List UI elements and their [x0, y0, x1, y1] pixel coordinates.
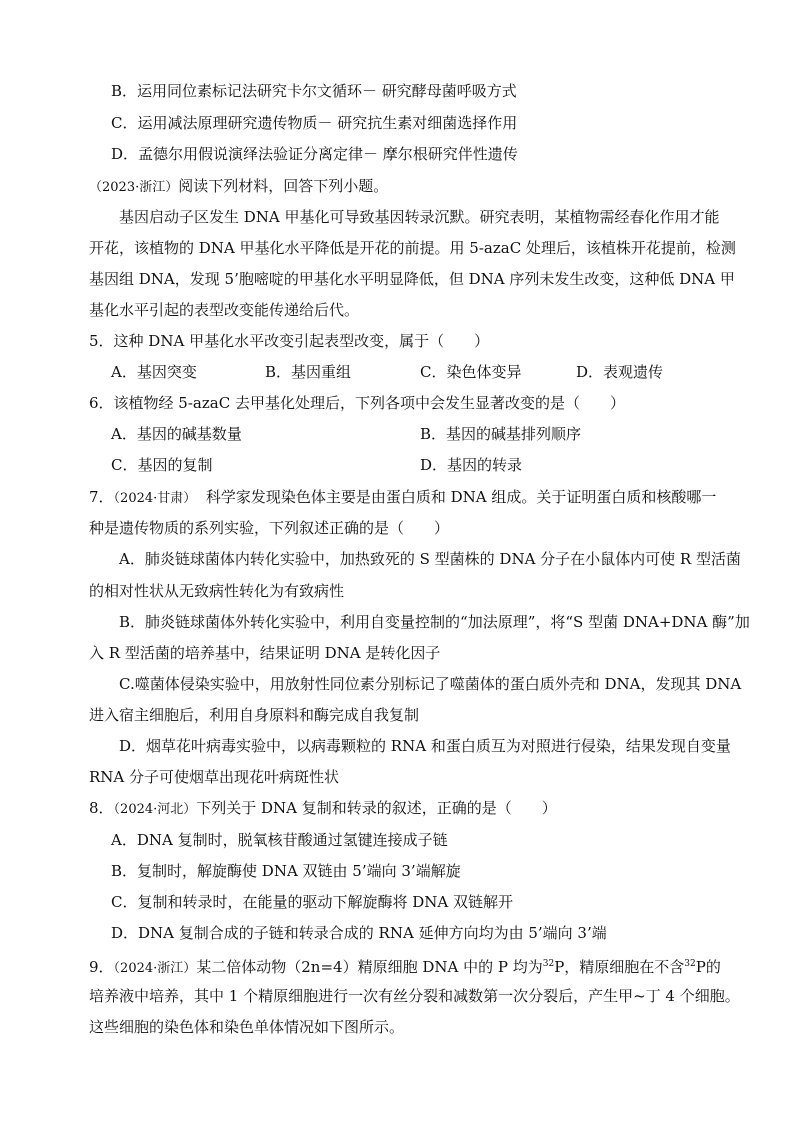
- question-9-stem-cont: 这些细胞的染色体和染色单体情况如下图所示。: [89, 1018, 405, 1036]
- question-7-stem: 7．（2024·甘肃） 科学家发现染色体主要是由蛋白质和 DNA 组成。关于证明蛋白质和核酸哪一: [89, 488, 717, 506]
- question-7-stem-cont: 种是遗传物质的系列实验，下列叙述正确的是（ ）: [89, 519, 450, 537]
- q5-option-a: A．基因突变: [111, 363, 197, 381]
- q6-option-d: D．基因的转录: [420, 456, 523, 474]
- q5-option-b: B．基因重组: [265, 363, 352, 381]
- question-9-stem-cont: 培养液中培养，其中 1 个精原细胞进行一次有丝分裂和减数第一次分裂后，产生甲~丁 4 个细胞。: [89, 987, 740, 1005]
- q7-option-d-cont: RNA 分子可使烟草出现花叶病斑性状: [89, 768, 340, 786]
- question-6-stem: 6．该植物经 5-azaC 去甲基化处理后，下列各项中会发生显著改变的是（ ）: [89, 394, 625, 412]
- option-b: B．运用同位素标记法研究卡尔文循环－ 研究酵母菌呼吸方式: [111, 82, 517, 100]
- q7-option-a-cont: 的相对性状从无致病性转化为有致病性: [89, 582, 345, 600]
- q5-option-d: D．表观遗传: [576, 363, 664, 381]
- q6-option-b: B．基因的碱基排列顺序: [420, 425, 582, 443]
- q7-option-c-cont: 进入宿主细胞后，利用自身原料和酶完成自我复制: [89, 706, 420, 724]
- passage-heading: （2023·浙江）阅读下列材料，回答下列小题。: [89, 177, 389, 195]
- q7-option-b: B．肺炎链球菌体外转化实验中，利用自变量控制的“加法原理”，将“S 型菌 DNA+DNA 酶”加: [119, 613, 750, 631]
- q6-option-a: A．基因的碱基数量: [111, 425, 242, 443]
- passage-line: 基化水平引起的表型改变能传递给后代。: [89, 301, 360, 319]
- q5-option-c: C．染色体变异: [420, 363, 522, 381]
- passage-line: 基因启动子区发生 DNA 甲基化可导致基因转录沉默。研究表明，某植物需经春化作用才能: [119, 208, 720, 226]
- q7-option-c: C.噬菌体侵染实验中，用放射性同位素分别标记了噬菌体的蛋白质外壳和 DNA，发现其 DNA: [119, 675, 742, 693]
- q7-option-b-cont: 入 R 型活菌的培养基中，结果证明 DNA 是转化因子: [89, 644, 441, 662]
- option-d: D．孟德尔用假说演绎法验证分离定律－ 摩尔根研究伴性遗传: [111, 145, 518, 163]
- q7-option-a: A．肺炎链球菌体内转化实验中，加热致死的 S 型菌株的 DNA 分子在小鼠体内可使 R 型活菌: [119, 550, 741, 568]
- q8-option-a: A．DNA 复制时，脱氧核苷酸通过氢键连接成子链: [111, 831, 448, 849]
- q6-option-c: C．基因的复制: [111, 456, 213, 474]
- q8-option-b: B．复制时，解旋酶使 DNA 双链由 5’端向 3’端解旋: [111, 862, 461, 880]
- passage-line: 开花，该植物的 DNA 甲基化水平降低是开花的前提。用 5-azaC 处理后，该植株开花提前，检测: [89, 239, 736, 257]
- option-c: C．运用减法原理研究遗传物质－ 研究抗生素对细菌选择作用: [111, 114, 518, 132]
- question-9-stem: 9．（2024·浙江）某二倍体动物（2n=4）精原细胞 DNA 中的 P 均为$^{32}$P，精原细胞在不含$^{32}$P的: [89, 958, 721, 976]
- question-5-stem: 5．这种 DNA 甲基化水平改变引起表型改变，属于（ ）: [89, 332, 490, 350]
- question-8-stem: 8．（2024·河北）下列关于 DNA 复制和转录的叙述，正确的是（ ）: [89, 799, 557, 817]
- q8-option-d: D．DNA 复制合成的子链和转录合成的 RNA 延伸方向均为由 5’端向 3’端: [111, 924, 607, 942]
- q7-option-d: D．烟草花叶病毒实验中，以病毒颗粒的 RNA 和蛋白质互为对照进行侵染，结果发现自变量: [119, 737, 731, 755]
- q8-option-c: C．复制和转录时，在能量的驱动下解旋酶将 DNA 双链解开: [111, 893, 513, 911]
- passage-line: 基因组 DNA，发现 5’胞嘧啶的甲基化水平明显降低，但 DNA 序列未发生改变，这种低 DNA 甲: [89, 270, 735, 288]
